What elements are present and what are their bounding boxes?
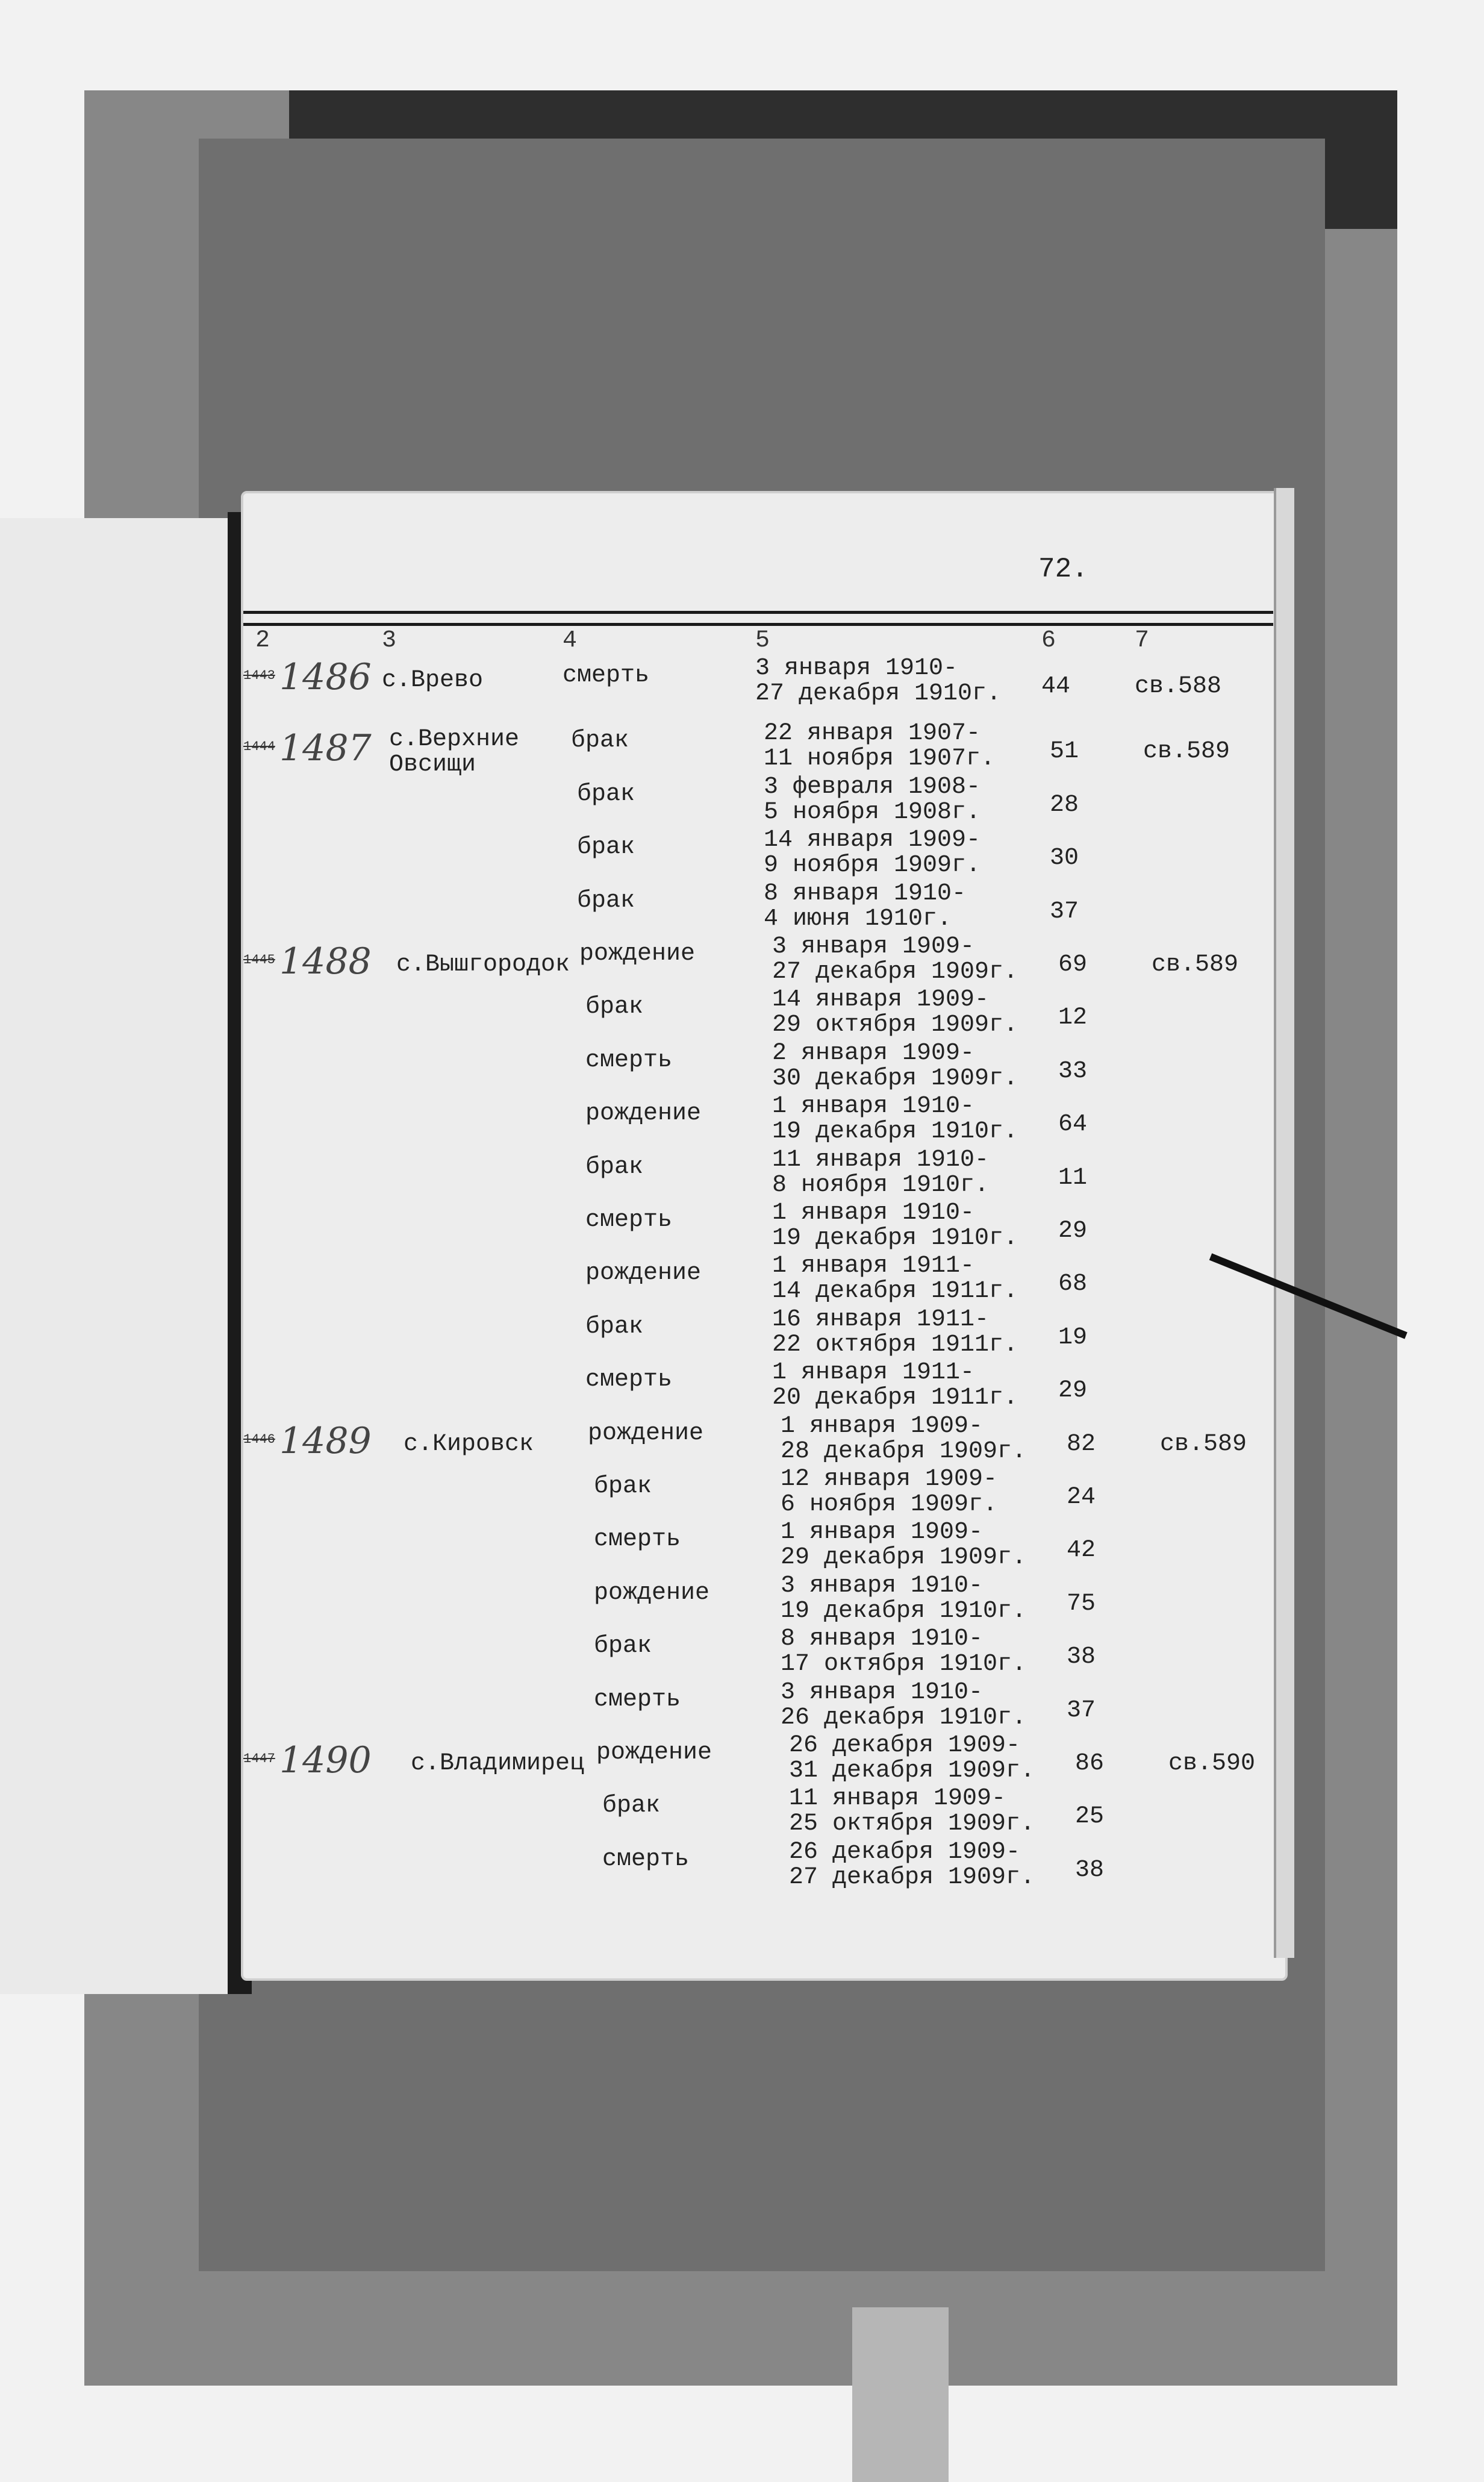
left-page bbox=[0, 518, 246, 1994]
struck-entry-number: 1445 bbox=[243, 952, 275, 967]
date-range: 3 января 1909- 27 декабря 1909г. bbox=[772, 933, 1018, 986]
page-number: 72. bbox=[1038, 554, 1088, 585]
document-page bbox=[241, 491, 1288, 1981]
record-count: 28 bbox=[1050, 791, 1079, 819]
record-count: 30 bbox=[1050, 845, 1079, 872]
event-type: брак bbox=[577, 887, 635, 914]
page-edge bbox=[1274, 488, 1294, 1958]
event-type: смерть bbox=[585, 1366, 673, 1394]
record-count: 75 bbox=[1067, 1590, 1096, 1618]
event-type: рождение bbox=[579, 940, 696, 967]
record-count: 82 bbox=[1067, 1430, 1096, 1458]
event-type: брак bbox=[585, 993, 644, 1021]
column-header-6: 6 bbox=[1041, 627, 1056, 654]
column-header-3: 3 bbox=[382, 627, 397, 654]
archive-reference: св.589 bbox=[1160, 1430, 1247, 1458]
date-range: 8 января 1910- 4 июня 1910г. bbox=[764, 880, 967, 933]
record-count: 11 bbox=[1058, 1164, 1088, 1192]
place-name: с.Вышгородок bbox=[396, 951, 570, 978]
date-range: 1 января 1911- 14 декабря 1911г. bbox=[772, 1252, 1018, 1305]
date-range: 1 января 1909- 28 декабря 1909г. bbox=[781, 1412, 1027, 1465]
record-count: 12 bbox=[1058, 1004, 1088, 1032]
date-range: 14 января 1909- 9 ноября 1909г. bbox=[764, 827, 981, 880]
event-type: брак bbox=[585, 1313, 644, 1340]
record-count: 33 bbox=[1058, 1057, 1088, 1085]
handwritten-entry-number: 1488 bbox=[279, 940, 372, 983]
struck-entry-number: 1443 bbox=[243, 668, 275, 683]
record-count: 25 bbox=[1075, 1803, 1105, 1831]
date-range: 1 января 1909- 29 декабря 1909г. bbox=[781, 1519, 1027, 1572]
date-range: 11 января 1909- 25 октября 1909г. bbox=[789, 1785, 1035, 1838]
date-range: 3 января 1910- 26 декабря 1910г. bbox=[781, 1678, 1027, 1731]
archive-reference: св.588 bbox=[1135, 673, 1222, 700]
event-type: рождение bbox=[585, 1260, 702, 1287]
record-count: 51 bbox=[1050, 738, 1079, 766]
date-range: 26 декабря 1909- 27 декабря 1909г. bbox=[789, 1838, 1035, 1891]
place-name: с.Верхние Овсищи bbox=[389, 726, 520, 779]
event-type: брак bbox=[577, 834, 635, 861]
event-type: смерть bbox=[585, 1046, 673, 1074]
record-count: 42 bbox=[1067, 1537, 1096, 1565]
record-count: 86 bbox=[1075, 1750, 1105, 1777]
event-type: рождение bbox=[588, 1419, 704, 1447]
handwritten-entry-number: 1486 bbox=[279, 656, 372, 698]
date-range: 1 января 1910- 19 декабря 1910г. bbox=[772, 1199, 1018, 1252]
event-type: рождение bbox=[596, 1739, 712, 1766]
event-type: брак bbox=[571, 727, 629, 755]
column-header-5: 5 bbox=[755, 627, 770, 654]
handwritten-entry-number: 1489 bbox=[279, 1419, 372, 1462]
event-type: брак bbox=[585, 1153, 644, 1181]
event-type: брак bbox=[577, 780, 635, 808]
event-type: рождение bbox=[585, 1100, 702, 1128]
event-type: смерть bbox=[563, 662, 650, 689]
record-count: 24 bbox=[1067, 1484, 1096, 1511]
event-type: брак bbox=[594, 1473, 652, 1500]
date-range: 26 декабря 1909- 31 декабря 1909г. bbox=[789, 1732, 1035, 1784]
record-count: 68 bbox=[1058, 1271, 1088, 1298]
archive-reference: св.590 bbox=[1168, 1750, 1256, 1777]
date-range: 3 февраля 1908- 5 ноября 1908г. bbox=[764, 773, 981, 826]
event-type: брак bbox=[602, 1792, 661, 1820]
record-count: 64 bbox=[1058, 1111, 1088, 1139]
place-name: с.Владимирец bbox=[411, 1750, 585, 1777]
column-header-2: 2 bbox=[255, 627, 270, 654]
record-count: 38 bbox=[1067, 1643, 1096, 1671]
header-rule-bottom bbox=[243, 623, 1273, 626]
event-type: смерть bbox=[602, 1845, 690, 1873]
date-range: 3 января 1910- 19 декабря 1910г. bbox=[781, 1572, 1027, 1625]
date-range: 22 января 1907- 11 ноября 1907г. bbox=[764, 720, 996, 773]
date-range: 1 января 1911- 20 декабря 1911г. bbox=[772, 1359, 1018, 1412]
date-range: 8 января 1910- 17 октября 1910г. bbox=[781, 1625, 1027, 1678]
archive-reference: св.589 bbox=[1143, 738, 1230, 766]
event-type: рождение bbox=[594, 1579, 710, 1607]
struck-entry-number: 1444 bbox=[243, 739, 275, 755]
place-name: с.Врево bbox=[382, 667, 484, 694]
event-type: смерть bbox=[594, 1686, 681, 1713]
header-rule-top bbox=[243, 611, 1273, 614]
date-range: 14 января 1909- 29 октября 1909г. bbox=[772, 986, 1018, 1039]
column-header-4: 4 bbox=[563, 627, 578, 654]
record-count: 29 bbox=[1058, 1218, 1088, 1245]
event-type: брак bbox=[594, 1633, 652, 1660]
date-range: 3 января 1910- 27 декабря 1910г. bbox=[755, 655, 1002, 707]
binding-tape bbox=[852, 2307, 949, 2482]
record-count: 37 bbox=[1050, 898, 1079, 925]
record-count: 19 bbox=[1058, 1324, 1088, 1351]
archive-reference: св.589 bbox=[1152, 951, 1239, 978]
column-header-7: 7 bbox=[1135, 627, 1150, 654]
handwritten-entry-number: 1487 bbox=[279, 727, 372, 770]
date-range: 2 января 1909- 30 декабря 1909г. bbox=[772, 1039, 1018, 1092]
date-range: 11 января 1910- 8 ноября 1910г. bbox=[772, 1146, 990, 1199]
place-name: с.Кировск bbox=[404, 1430, 534, 1458]
record-count: 38 bbox=[1075, 1856, 1105, 1884]
date-range: 16 января 1911- 22 октября 1911г. bbox=[772, 1305, 1018, 1358]
record-count: 69 bbox=[1058, 951, 1088, 978]
date-range: 12 января 1909- 6 ноября 1909г. bbox=[781, 1466, 998, 1518]
event-type: смерть bbox=[585, 1207, 673, 1234]
struck-entry-number: 1447 bbox=[243, 1751, 275, 1766]
record-count: 37 bbox=[1067, 1696, 1096, 1724]
record-count: 44 bbox=[1041, 673, 1071, 700]
record-count: 29 bbox=[1058, 1377, 1088, 1405]
date-range: 1 января 1910- 19 декабря 1910г. bbox=[772, 1093, 1018, 1146]
handwritten-entry-number: 1490 bbox=[279, 1739, 372, 1781]
struck-entry-number: 1446 bbox=[243, 1431, 275, 1447]
event-type: смерть bbox=[594, 1526, 681, 1554]
